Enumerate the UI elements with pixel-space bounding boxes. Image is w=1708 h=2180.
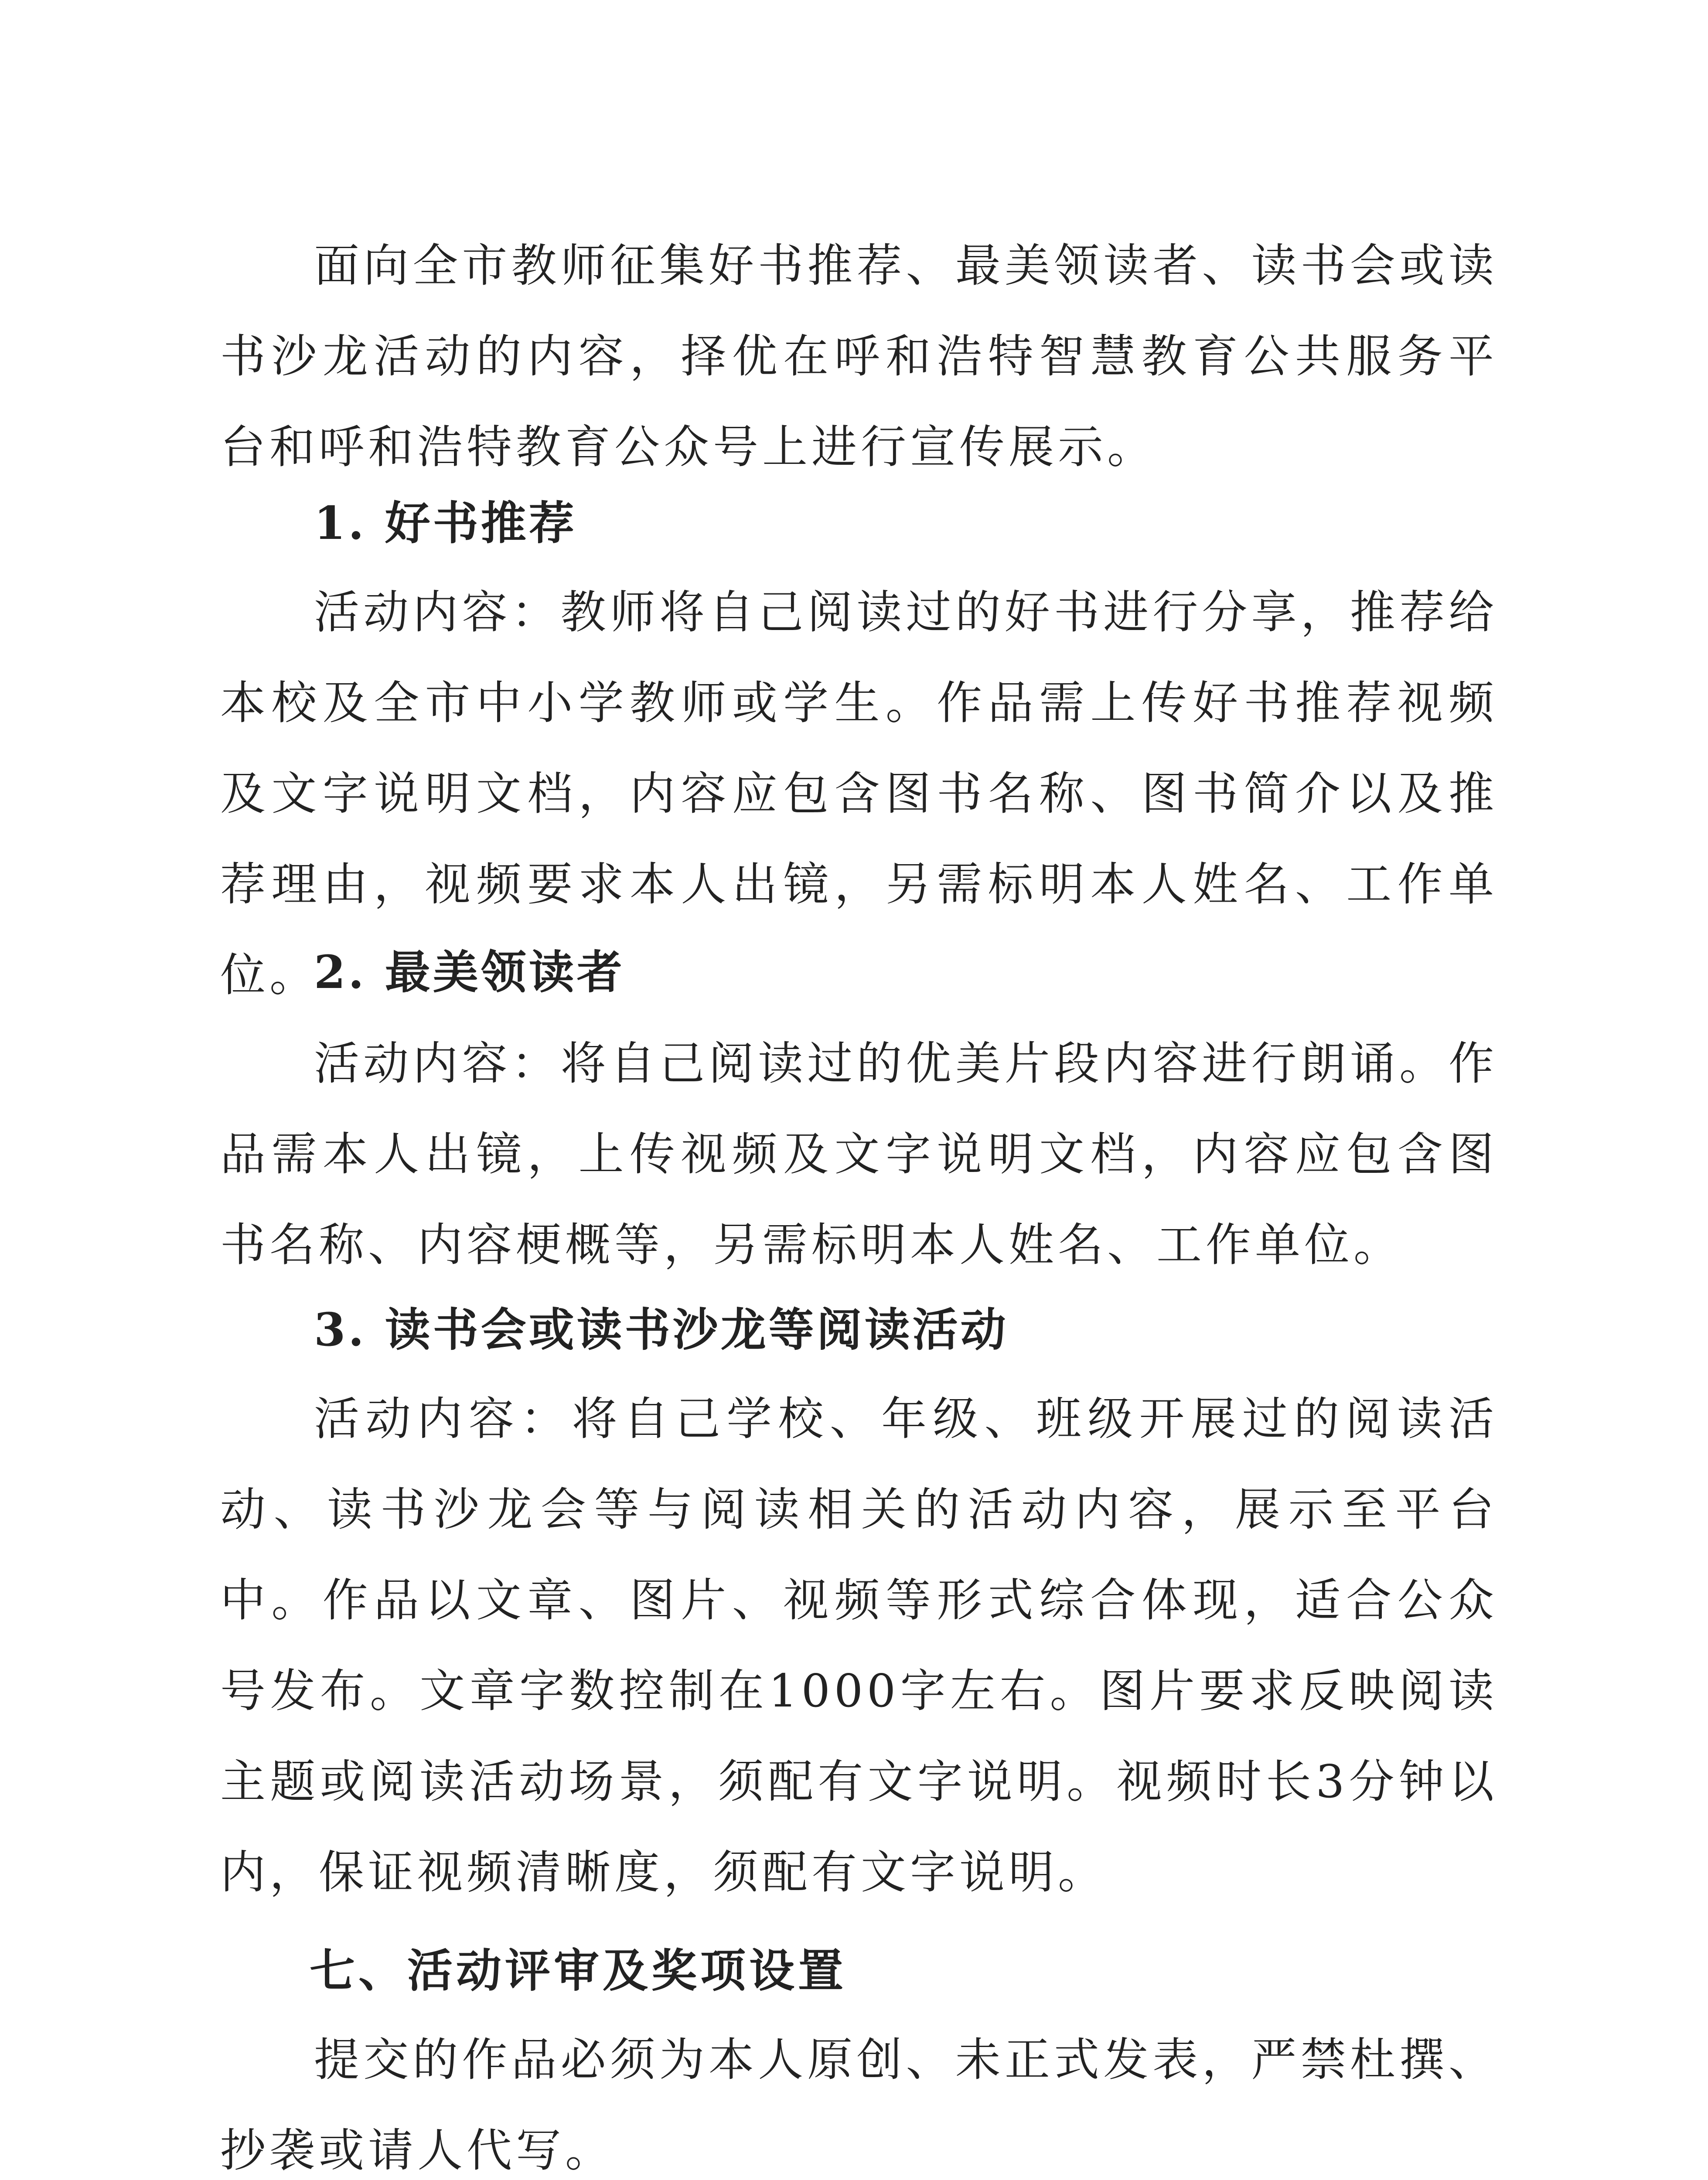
item-heading-3: 3. 读书会或读书沙龙等阅读活动	[314, 1303, 1009, 1356]
item-content-3: 活动内容：将自己学校、年级、班级开展过的阅读活动、读书沙龙会等与阅读相关的活动内容，展示至平台中。作品以文章、图片、视频等形式综合体现，适合公众号发布。文章字数控制在1000字左右。图片要求反映阅读主题或阅读活动场景，须配有文字说明。视频时长3分钟以内，保证视频清晰度，须配有文字说明。	[220, 1392, 1498, 1899]
item-content-2: 活动内容：将自己阅读过的优美片段内容进行朗诵。作品需本人出镜，上传视频及文字说明文档，内容应包含图书名称、内容梗概等，另需标明本人姓名、工作单位。	[220, 1037, 1498, 1271]
item-heading-1: 1. 好书推荐	[314, 496, 577, 550]
item-heading-2: 2. 最美领读者	[314, 945, 625, 999]
item-content-1: 活动内容：教师将自己阅读过的好书进行分享，推荐给本校及全市中小学教师或学生。作品需上传好书推荐视频及文字说明文档，内容应包含图书名称、图书简介以及推荐理由，视频要求本人出镜，另需标明本人姓名、工作单位。	[220, 586, 1498, 1001]
section-title: 七、活动评审及奖项设置	[310, 1944, 847, 1997]
section-paragraph: 提交的作品必须为本人原创、未正式发表，严禁杜撰、抄袭或请人代写。	[220, 2033, 1498, 2177]
intro-paragraph: 面向全市教师征集好书推荐、最美领读者、读书会或读书沙龙活动的内容，择优在呼和浩特智慧教育公共服务平台和呼和浩特教育公众号上进行宣传展示。	[220, 239, 1498, 473]
